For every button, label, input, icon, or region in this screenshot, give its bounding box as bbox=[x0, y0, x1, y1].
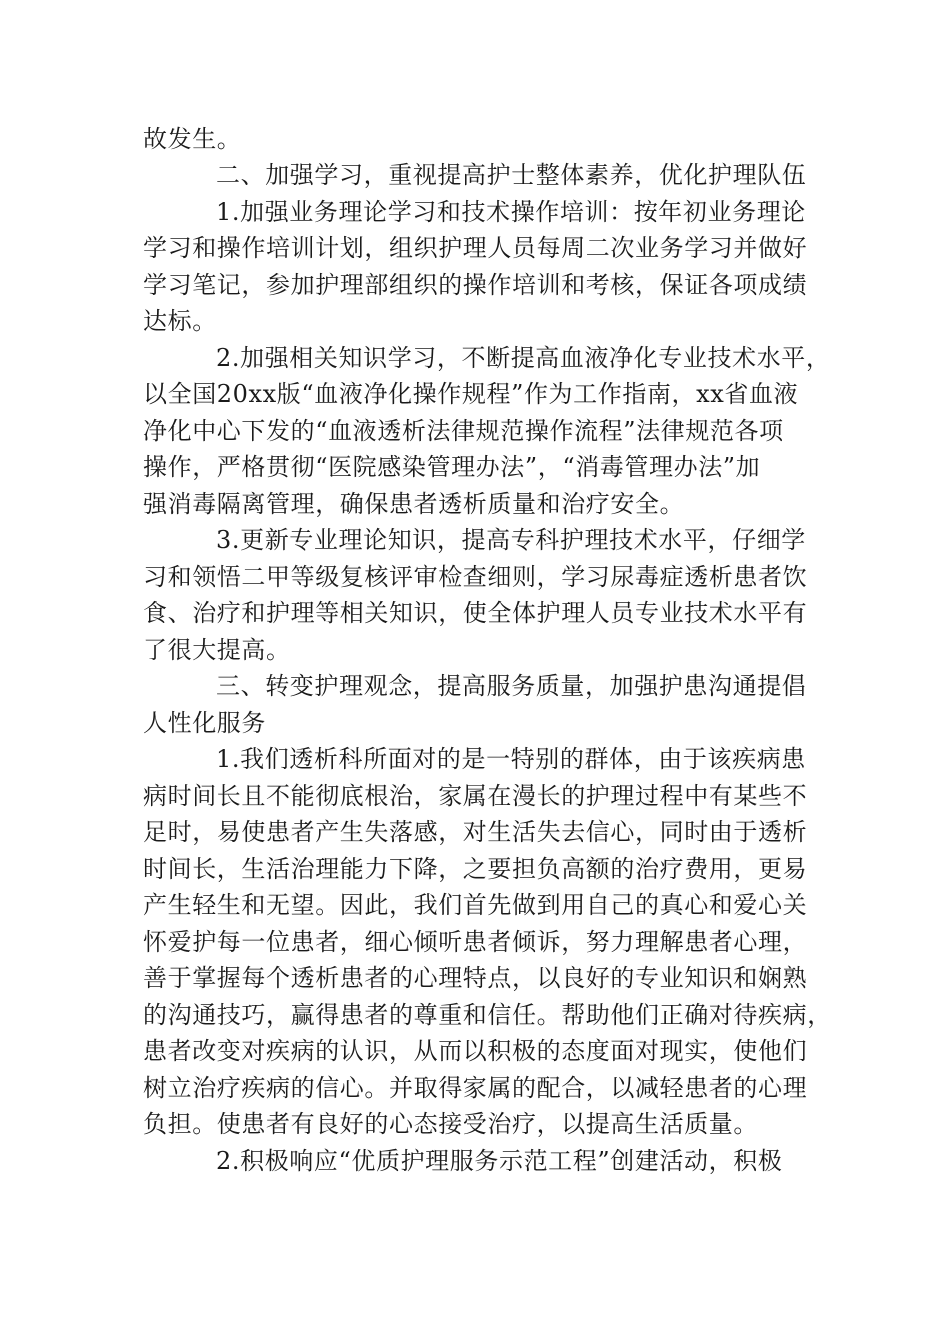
text-line: 净化中心下发的“血液透析法律规范操作流程”法律规范各项 bbox=[143, 417, 784, 445]
text-line: 1.我们透析科所面对的是一特别的群体，由于该疾病患 bbox=[216, 745, 806, 773]
text-line: 了很大提高。 bbox=[143, 636, 291, 664]
text-line: 足时，易使患者产生失落感，对生活失去信心，同时由于透析 bbox=[143, 818, 808, 846]
text-line: 强消毒隔离管理，确保患者透析质量和治疗安全。 bbox=[143, 490, 685, 518]
text-line: 时间长，生活治理能力下降，之要担负高额的治疗费用，更易 bbox=[143, 855, 808, 883]
text-line: 2.加强相关知识学习，不断提高血液净化专业技术水平， bbox=[216, 344, 831, 372]
text-line: 树立治疗疾病的信心。并取得家属的配合，以减轻患者的心理 bbox=[143, 1074, 808, 1102]
text-line: 病时间长且不能彻底根治，家属在漫长的护理过程中有某些不 bbox=[143, 782, 808, 810]
text-line: 善于掌握每个透析患者的心理特点，以良好的专业知识和娴熟 bbox=[143, 964, 808, 992]
text-line: 的沟通技巧，赢得患者的尊重和信任。帮助他们正确对待疾病， bbox=[143, 1001, 832, 1029]
text-line: 人性化服务 bbox=[143, 709, 266, 737]
text-line: 学习和操作培训计划，组织护理人员每周二次业务学习并做好 bbox=[143, 234, 808, 262]
text-line: 以全国20xx版“血液净化操作规程”作为工作指南，xx省血液 bbox=[143, 380, 799, 408]
section-heading: 三、转变护理观念，提高服务质量，加强护患沟通提倡 bbox=[216, 672, 807, 700]
text-line: 操作，严格贯彻“医院感染管理办法”，“消毒管理办法”加 bbox=[143, 453, 761, 481]
text-line: 患者改变对疾病的认识，从而以积极的态度面对现实，使他们 bbox=[143, 1037, 808, 1065]
text-line: 产生轻生和无望。因此，我们首先做到用自己的真心和爱心关 bbox=[143, 891, 808, 919]
text-line: 故发生。 bbox=[143, 125, 242, 153]
text-line: 习和领悟二甲等级复核评审检查细则，学习尿毒症透析患者饮 bbox=[143, 563, 808, 591]
text-line: 达标。 bbox=[143, 307, 217, 335]
text-line: 负担。使患者有良好的心态接受治疗，以提高生活质量。 bbox=[143, 1110, 758, 1138]
text-line: 3.更新专业理论知识，提高专科护理技术水平，仔细学 bbox=[216, 526, 806, 554]
text-line: 学习笔记，参加护理部组织的操作培训和考核，保证各项成绩 bbox=[143, 271, 808, 299]
text-line: 2.积极响应“优质护理服务示范工程”创建活动，积极 bbox=[216, 1147, 783, 1175]
text-line: 怀爱护每一位患者，细心倾听患者倾诉，努力理解患者心理， bbox=[143, 928, 808, 956]
section-heading: 二、加强学习，重视提高护士整体素养，优化护理队伍 bbox=[216, 161, 807, 189]
text-line: 食、治疗和护理等相关知识，使全体护理人员专业技术水平有 bbox=[143, 599, 808, 627]
text-line: 1.加强业务理论学习和技术操作培训：按年初业务理论 bbox=[216, 198, 806, 226]
